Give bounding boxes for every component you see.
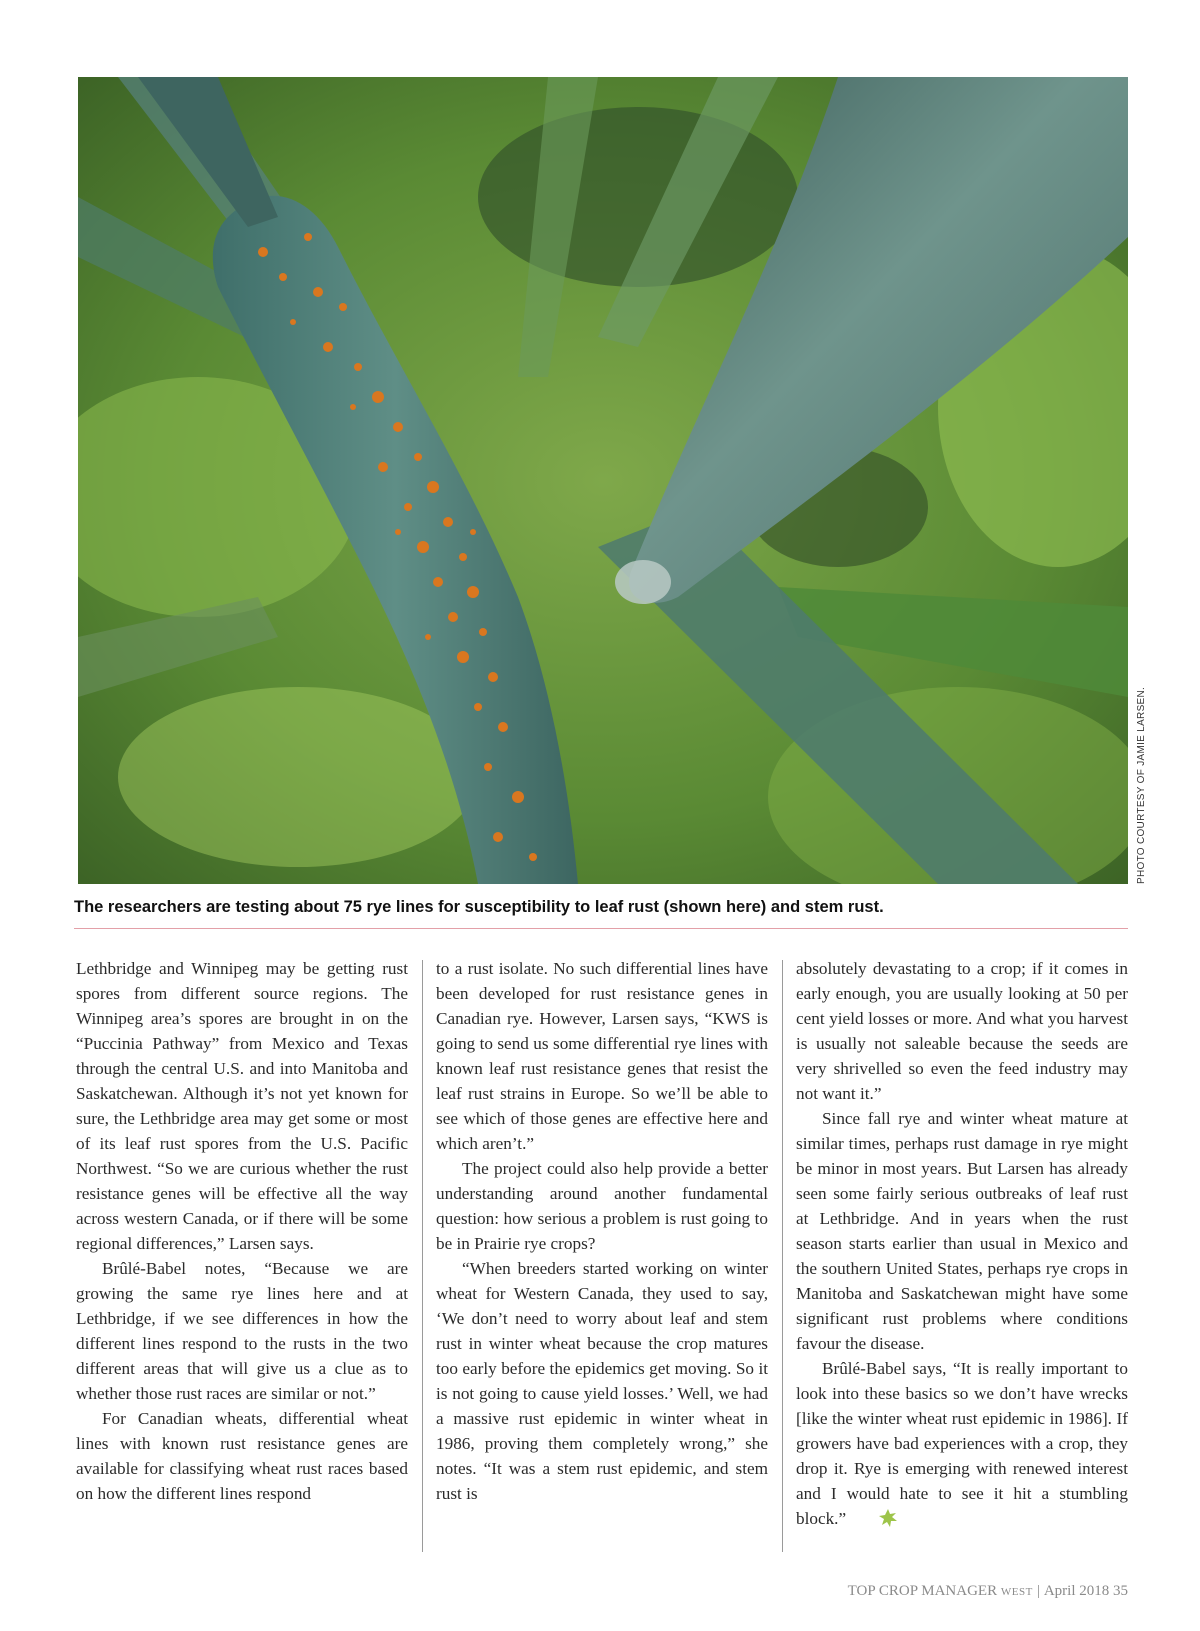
column-divider [422, 960, 423, 1552]
article-paragraph: absolutely devastating to a crop; if it comes in early enough, you are usually looking at 50 per cent yield losses or more. And what you harvest is usually not saleable because the seeds are very shrivelled so even the feed industry may not want it.” [796, 959, 1128, 1103]
leaf-rust-photo [78, 77, 1128, 884]
article-paragraph: Since fall rye and winter wheat mature at similar times, perhaps rust damage in rye might be minor in most years. But Larsen has already seen some fairly serious outbreaks of leaf rust at Lethbridge. And in years when the rust season starts earlier than usual in Mexico and the southern United States, perhaps rye crops in Manitoba and Saskatchewan might have some significant rust problems where conditions favour the disease. [796, 1109, 1128, 1353]
photo-credit: PHOTO COURTESY OF JAMIE LARSEN. [1136, 686, 1147, 884]
article-paragraph [796, 1356, 1128, 1535]
footer-separator: | [1036, 1583, 1040, 1599]
article-paragraph: For Canadian wheats, differential wheat lines with known rust resistance genes are available for classifying wheat rust races based on how the different lines respond [76, 1409, 408, 1503]
article-paragraph: to a rust isolate. No such differential lines have been developed for rust resistance genes in Canadian rye. However, Larsen says, “KWS is going to send us some differential rye lines with known leaf rust resistance genes that resist the leaf rust strains in Europe. So we’ll be able to see which of those genes are effective here and which aren’t.” [436, 959, 768, 1153]
article-paragraph: “When breeders started working on winter wheat for Western Canada, they used to say, ‘We don’t need to worry about leaf and stem rust in winter wheat because the crop matures too early before the epidemics get moving. So it is not going to cause yield losses.’ Well, we had a massive rust epidemic in winter wheat in 1986, proving them completely wrong,” she notes. “It was a stem rust epidemic, and stem rust is [436, 1259, 768, 1503]
article-paragraph: Brûlé-Babel notes, “Because we are growing the same rye lines here and at Lethbridge, if we see differences in how the different lines respond to the rusts in the two different areas that will give us a clue as to whether those rust races are similar or not.” [76, 1259, 408, 1403]
magazine-name: TOP CROP MANAGER [847, 1583, 998, 1599]
photo-caption: The researchers are testing about 75 rye lines for susceptibility to leaf rust (shown here) and stem rust. [74, 898, 884, 916]
column-divider [782, 960, 783, 1552]
article-column-1 [76, 956, 408, 1556]
page-footer [760, 1583, 1128, 1600]
article-column-2 [436, 956, 768, 1556]
magazine-edition: WEST [1000, 1586, 1033, 1598]
page-number: 35 [1113, 1583, 1128, 1599]
article-paragraph: The project could also help provide a better understanding around another fundamental question: how serious a problem is rust going to be in Prairie rye crops? [436, 1159, 768, 1253]
issue-date: April 2018 [1043, 1583, 1110, 1599]
article-paragraph: Lethbridge and Winnipeg may be getting rust spores from different source regions. The Winnipeg area’s spores are brought in on the “Puccinia Pathway” from Mexico and Texas through the central U.S. and into Manitoba and Saskatchewan. Although it’s not yet known for sure, the Lethbridge area may get some or most of its leaf rust spores from the U.S. Pacific Northwest. “So we are curious whether the rust resistance genes will be effective all the way across western Canada, or if there will be some regional differences,” Larsen says. [76, 959, 408, 1253]
article-paragraph-text: Brûlé-Babel says, “It is really important to look into these basics so we don’t have wrecks [like the winter wheat rust epidemic in 1986]. If growers have bad experiences with a crop, they drop it. Rye is emerging with renewed interest and I would hate to see it hit a stumbling block.” [796, 1359, 1128, 1528]
caption-divider [74, 928, 1128, 929]
leaf-rust-illustration [78, 77, 1128, 884]
article-column-3 [796, 956, 1128, 1556]
leaf-end-mark-icon [852, 1508, 898, 1535]
